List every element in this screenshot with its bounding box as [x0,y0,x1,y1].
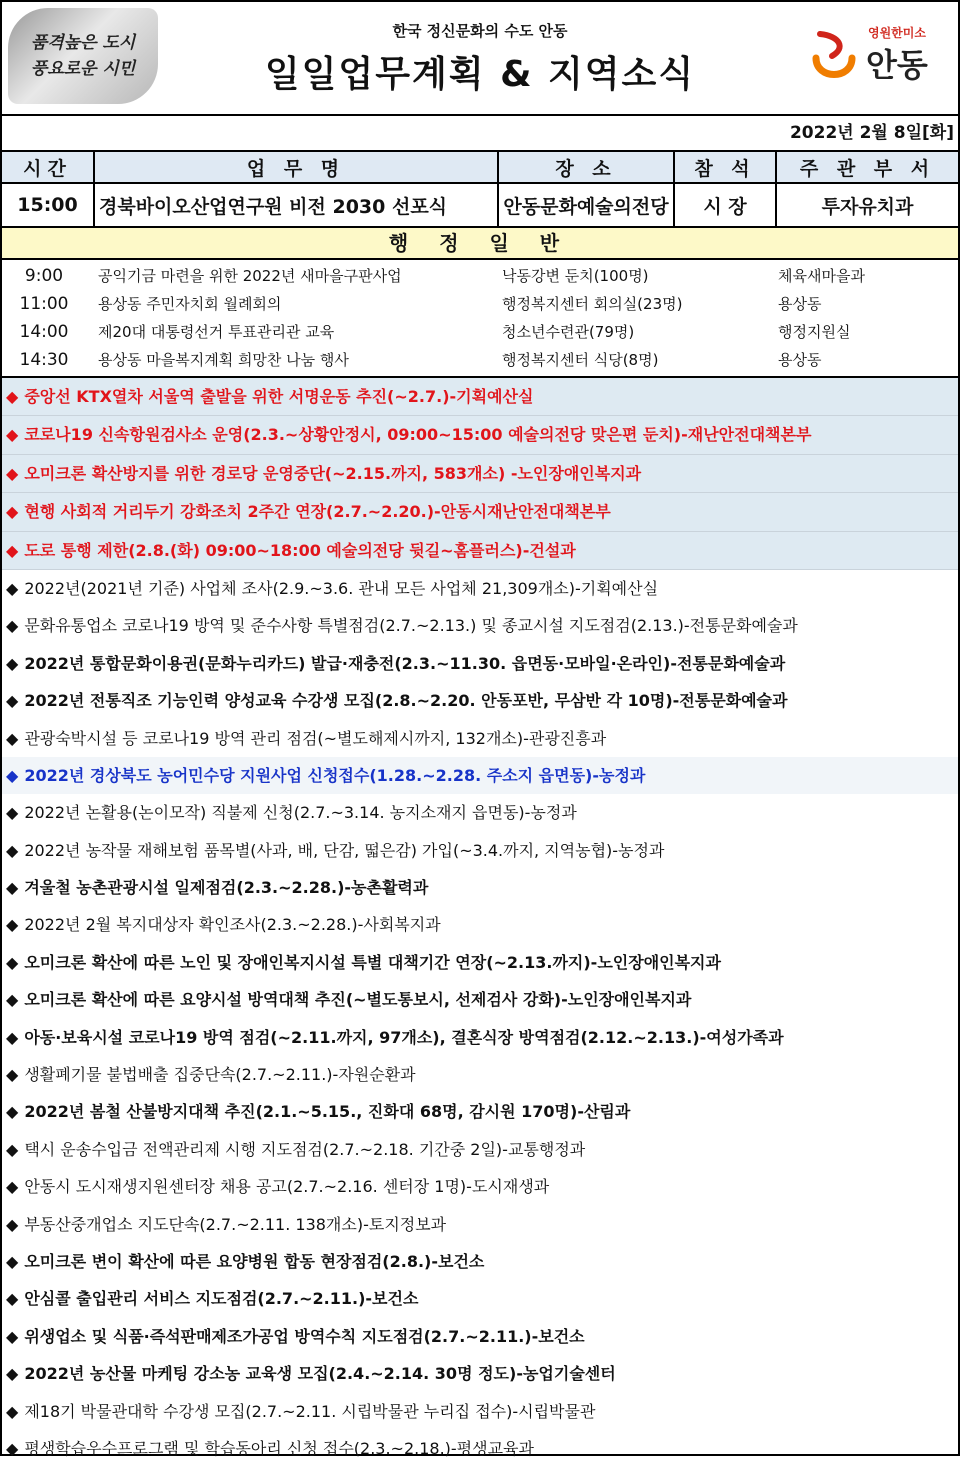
mayor-schedule-table [2,152,958,228]
admin-task: 용상동 마을복지계획 희망찬 나눔 행사 [98,351,349,369]
schedule-header-row [2,152,958,183]
diamond-bullet-icon: ◆ [6,540,19,560]
col-header-task: 업 무 명 [94,152,498,183]
news-text: 부동산중개업소 지도단속(2.7.~2.11. 138개소)-토지정보과 [24,1214,447,1234]
news-item [2,981,958,1018]
list-item [2,346,958,374]
diamond-bullet-icon: ◆ [6,578,19,598]
admin-schedule-list [2,260,958,378]
admin-dept: 용상동 [778,351,822,369]
document-date: 2022년 2월 8일[화] [2,116,958,152]
local-news-list [2,378,958,1467]
news-item [2,1280,958,1317]
news-item [2,378,958,416]
diamond-bullet-icon: ◆ [6,691,19,711]
diamond-bullet-icon: ◆ [6,878,19,898]
news-item [2,869,958,906]
diamond-bullet-icon: ◆ [6,653,19,673]
admin-time: 14:00 [19,322,69,342]
news-text: 평생학습우수프로그램 및 학습동아리 신청 접수(2.3.~2.18.)-평생교육과 [24,1438,534,1458]
list-item [2,290,958,318]
slogan-line-2: 풍요로운 시민 [30,59,136,79]
news-item [2,455,958,493]
news-text: 오미크론 확산에 따른 노인 및 장애인복지시설 특별 대책기간 연장(~2.13.까지)-노인장애인복지과 [24,952,721,972]
news-item [2,1056,958,1093]
news-item [2,532,958,570]
news-text: 2022년 농작물 재해보험 품목별(사과, 배, 단감, 떫은감) 가입(~3.4.까지, 지역농협)-농정과 [24,840,665,860]
diamond-bullet-icon: ◆ [6,463,19,483]
news-text: 2022년 농산물 마케팅 강소농 교육생 모집(2.4.~2.14. 30명 정도)-농업기술센터 [24,1364,616,1384]
news-item [2,682,958,719]
header-subtitle: 한국 정신문화의 수도 안동 [392,22,568,40]
diamond-bullet-icon: ◆ [6,502,19,522]
diamond-bullet-icon: ◆ [6,765,19,785]
diamond-bullet-icon: ◆ [6,387,19,406]
news-text: 2022년(2021년 기준) 사업체 조사(2.9.~3.6. 관내 모든 사업체 21,309개소)-기획예산실 [24,578,659,598]
news-item [2,1019,958,1056]
schedule-time: 15:00 [2,183,94,227]
col-header-dept: 주 관 부 서 [776,152,958,183]
news-text: 안심콜 출입관리 서비스 지도점검(2.7.~2.11.)-보건소 [24,1289,419,1309]
schedule-attend: 시 장 [674,183,776,227]
document-header [2,2,958,116]
admin-place: 청소년수련관(79명) [502,323,635,341]
diamond-bullet-icon: ◆ [6,1364,19,1384]
schedule-place: 안동문화예술의전당 [498,183,674,227]
diamond-bullet-icon: ◆ [6,1438,19,1458]
admin-place: 낙동강변 둔치(100명) [502,267,649,285]
news-item [2,794,958,831]
diamond-bullet-icon: ◆ [6,728,19,748]
schedule-dept: 투자유치과 [776,183,958,227]
admin-dept: 용상동 [778,295,822,313]
admin-dept: 행정지원실 [778,323,851,341]
admin-place: 행정복지센터 회의실(23명) [502,295,683,313]
news-text: 2022년 논활용(논이모작) 직불제 신청(2.7.~3.14. 농지소재지 읍면동)-농정과 [24,803,577,823]
diamond-bullet-icon: ◆ [6,1027,19,1047]
admin-section-title: 행 정 일 반 [2,228,958,260]
diamond-bullet-icon: ◆ [6,1401,19,1421]
news-text: 생활폐기물 불법배출 집중단속(2.7.~2.11.)-자원순환과 [24,1065,416,1085]
diamond-bullet-icon: ◆ [6,840,19,860]
news-text: 위생업소 및 식품·즉석판매제조가공업 방역수칙 지도점검(2.7.~2.11.)-보건소 [24,1326,585,1346]
news-item [2,493,958,531]
news-text: 겨울철 농촌관광시설 일제점검(2.3.~2.28.)-농촌활력과 [24,878,429,898]
col-header-place: 장 소 [498,152,674,183]
news-text: 코로나19 신속항원검사소 운영(2.3.~상황안정시, 09:00~15:00 예술의전당 맞은편 둔치)-재난안전대책본부 [24,425,812,445]
admin-dept: 체육새마을과 [778,267,865,285]
col-header-attend: 참 석 [674,152,776,183]
diamond-bullet-icon: ◆ [6,425,19,445]
news-text: 현행 사회적 거리두기 강화조치 2주간 연장(2.7.~2.20.)-안동시재난안전대책본부 [24,502,611,522]
diamond-bullet-icon: ◆ [6,803,19,823]
slogan-line-1: 품격높은 도시 [30,33,136,53]
admin-time: 14:30 [19,350,69,370]
list-item [2,318,958,346]
diamond-bullet-icon: ◆ [6,1326,19,1346]
news-item [2,832,958,869]
list-item [2,262,958,290]
news-text: 중앙선 KTX열차 서울역 출발을 위한 서명운동 추진(~2.7.)-기획예산실 [24,387,534,406]
news-item [2,1093,958,1130]
news-item [2,1168,958,1205]
andong-logo-mark-icon [810,28,858,86]
diamond-bullet-icon: ◆ [6,915,19,935]
andong-logo [810,20,940,90]
news-text: 2022년 봄철 산불방지대책 추진(2.1.~5.15., 진화대 68명, 감시원 170명)-산림과 [24,1102,631,1122]
schedule-task: 경북바이오산업연구원 비전 2030 선포식 [94,183,498,227]
news-item [2,570,958,607]
news-text: 오미크론 확산방지를 위한 경로당 운영중단(~2.15.까지, 583개소) -노인장애인복지과 [24,463,642,483]
admin-task: 용상동 주민자치회 월례회의 [98,295,282,313]
news-text: 오미크론 변이 확산에 따른 요양병원 합동 현장점검(2.8.)-보건소 [24,1251,485,1271]
diamond-bullet-icon: ◆ [6,1065,19,1085]
document-title: 일일업무계획 & 지역소식 [264,54,696,95]
diamond-bullet-icon: ◆ [6,1177,19,1197]
news-text: 안동시 도시재생지원센터장 채용 공고(2.7.~2.16. 센터장 1명)-도시재생과 [24,1177,550,1197]
news-item [2,607,958,644]
admin-place: 행정복지센터 식당(8명) [502,351,659,369]
diamond-bullet-icon: ◆ [6,1251,19,1271]
diamond-bullet-icon: ◆ [6,1289,19,1309]
news-item [2,720,958,757]
news-item [2,416,958,454]
news-item [2,1355,958,1392]
news-text: 2022년 전통직조 기능인력 양성교육 수강생 모집(2.8.~2.20. 안동포반, 무삼반 각 10명)-전통문화예술과 [24,691,788,711]
admin-time: 11:00 [19,294,69,314]
news-text: 아동·보육시설 코로나19 방역 점검(~2.11.까지, 97개소), 결혼식장 방역점검(2.12.~2.13.)-여성가족과 [24,1027,784,1047]
news-item [2,1243,958,1280]
news-item [2,1430,958,1467]
news-text: 오미크론 확산에 따른 요양시설 방역대책 추진(~별도통보시, 선제검사 강화)-노인장애인복지과 [24,990,692,1010]
diamond-bullet-icon: ◆ [6,1102,19,1122]
news-item [2,645,958,682]
news-text: 도로 통행 제한(2.8.(화) 09:00~18:00 예술의전당 뒷길~홈플러스)-건설과 [24,540,576,560]
news-item [2,1206,958,1243]
news-item [2,1393,958,1430]
news-text: 문화유통업소 코로나19 방역 및 준수사항 특별점검(2.7.~2.13.) 및 종교시설 지도점검(2.13.)-전통문화예술과 [24,616,798,636]
admin-task: 공익기금 마련을 위한 2022년 새마을구판사업 [98,267,402,285]
news-item [2,906,958,943]
news-text: 2022년 통합문화이용권(문화누리카드) 발급·재충전(2.3.~11.30. 읍면동·모바일·온라인)-전통문화예술과 [24,653,786,673]
news-item [2,944,958,981]
diamond-bullet-icon: ◆ [6,952,19,972]
news-text: 2022년 2월 복지대상자 확인조사(2.3.~2.28.)-사회복지과 [24,915,441,935]
news-text: 택시 운송수입금 전액관리제 시행 지도점검(2.7.~2.18. 기간중 2일)-교통행정과 [24,1139,586,1159]
diamond-bullet-icon: ◆ [6,616,19,636]
admin-task: 제20대 대통령선거 투표관리관 교육 [98,323,335,341]
logo-slogan: 영원한미소 [868,26,926,40]
news-item [2,1131,958,1168]
news-item [2,757,958,794]
news-text: 2022년 경상북도 농어민수당 지원사업 신청접수(1.28.~2.28. 주소지 읍면동)-농정과 [24,765,646,785]
col-header-time: 시간 [2,152,94,183]
news-text: 제18기 박물관대학 수강생 모집(2.7.~2.11. 시립박물관 누리집 접수)-시립박물관 [24,1401,596,1421]
table-row [2,183,958,227]
news-item [2,1318,958,1355]
diamond-bullet-icon: ◆ [6,1214,19,1234]
admin-time: 9:00 [24,266,64,286]
diamond-bullet-icon: ◆ [6,990,19,1010]
news-text: 관광숙박시설 등 코로나19 방역 관리 점검(~별도해제시까지, 132개소)-관광진흥과 [24,728,607,748]
logo-city-name: 안동 [866,46,928,84]
diamond-bullet-icon: ◆ [6,1139,19,1159]
